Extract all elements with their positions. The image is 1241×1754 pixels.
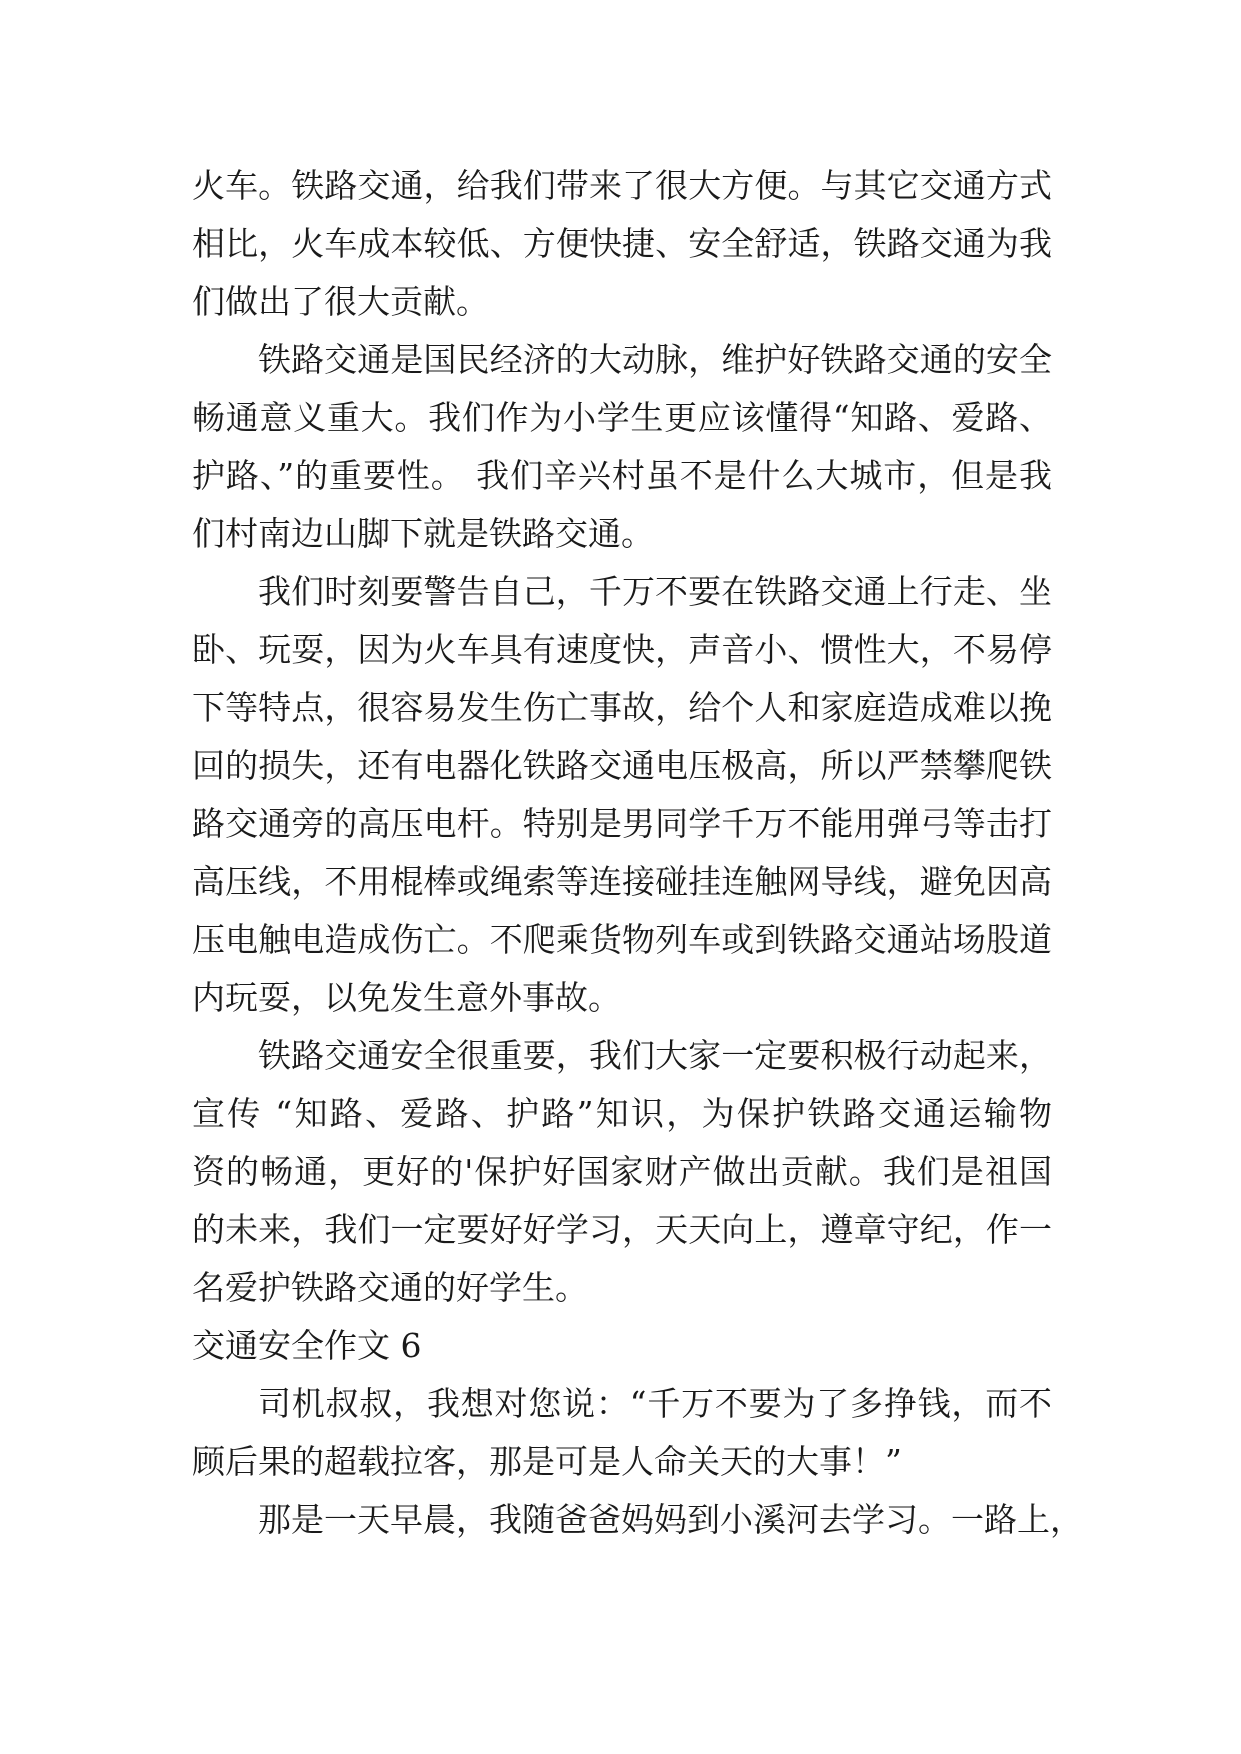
text-line: 卧、玩耍，因为火车具有速度快，声音小、惯性大，不易停 (192, 630, 1052, 669)
text-line: 们做出了很大贡献。 (192, 282, 489, 321)
paragraph-first-line: 司机叔叔，我想对您说：“千万不要为了多挣钱，而不 (258, 1384, 1052, 1423)
text-line: 的未来，我们一定要好好学习，天天向上，遵章守纪，作一 (192, 1210, 1052, 1249)
text-line: 火车。铁路交通，给我们带来了很大方便。与其它交通方式 (192, 166, 1052, 205)
text-line: 顾后果的超载拉客，那是可是人命关天的大事！” (192, 1442, 902, 1481)
text-line: 畅通意义重大。我们作为小学生更应该懂得“知路、爱路、 (192, 398, 1052, 437)
text-line: 资的畅通，更好的'保护好国家财产做出贡献。我们是祖国 (192, 1152, 1052, 1191)
text-line: 宣传 “知路、爱路、护路”知识，为保护铁路交通运输物 (192, 1094, 1052, 1133)
paragraph-first-line: 我们时刻要警告自己，千万不要在铁路交通上行走、坐 (258, 572, 1052, 611)
text-line: 名爱护铁路交通的好学生。 (192, 1268, 588, 1307)
text-line: 下等特点，很容易发生伤亡事故，给个人和家庭造成难以挽 (192, 688, 1052, 727)
text-line: 回的损失，还有电器化铁路交通电压极高，所以严禁攀爬铁 (192, 746, 1052, 785)
paragraph-first-line: 那是一天早晨，我随爸爸妈妈到小溪河去学习。一路上， (258, 1500, 1083, 1539)
text-line: 压电触电造成伤亡。不爬乘货物列车或到铁路交通站场股道 (192, 920, 1052, 959)
text-line: 路交通旁的高压电杆。特别是男同学千万不能用弹弓等击打 (192, 804, 1052, 843)
section-heading: 交通安全作文 6 (192, 1326, 422, 1365)
text-line: 高压线，不用棍棒或绳索等连接碰挂连触网导线，避免因高 (192, 862, 1052, 901)
text-line: 们村南边山脚下就是铁路交通。 (192, 514, 654, 553)
text-line: 护路、”的重要性。 我们辛兴村虽不是什么大城市，但是我 (192, 456, 1052, 495)
paragraph-first-line: 铁路交通是国民经济的大动脉，维护好铁路交通的安全 (258, 340, 1052, 379)
text-line: 相比，火车成本较低、方便快捷、安全舒适，铁路交通为我 (192, 224, 1052, 263)
paragraph-first-line: 铁路交通安全很重要，我们大家一定要积极行动起来， (258, 1036, 1052, 1075)
text-line: 内玩耍，以免发生意外事故。 (192, 978, 621, 1017)
